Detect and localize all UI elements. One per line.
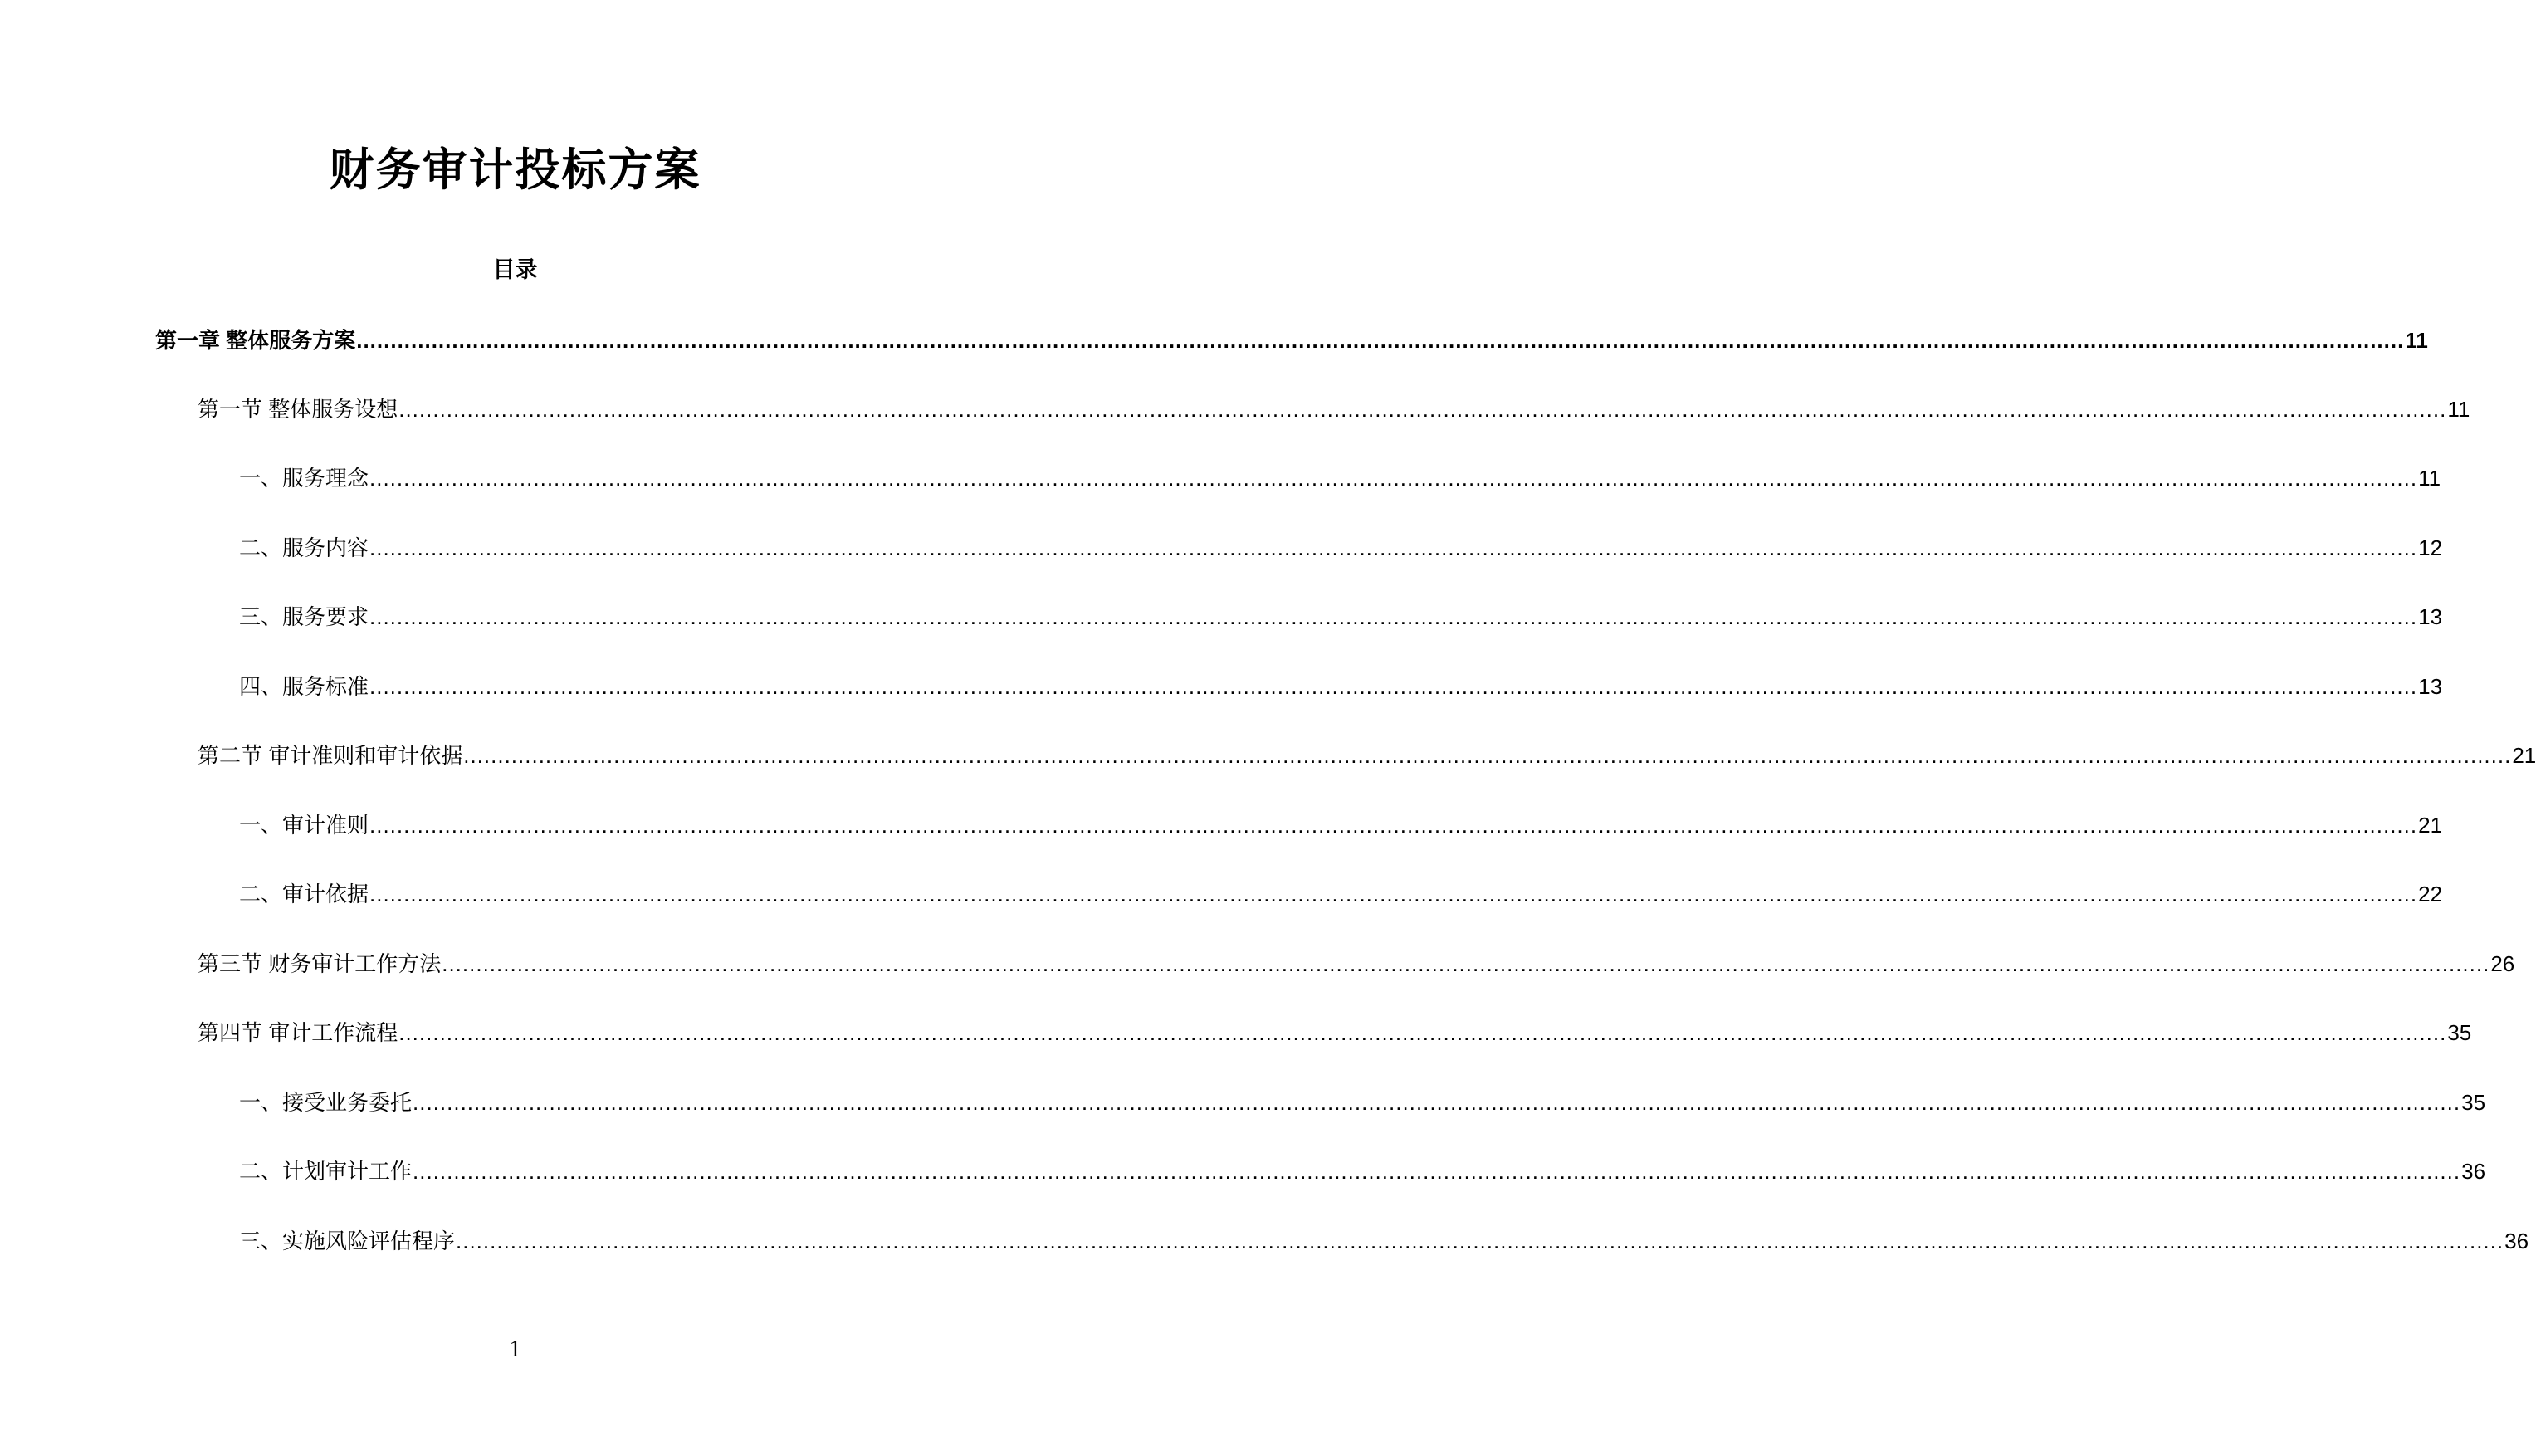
toc-entry-label: 第一节 整体服务设想: [198, 397, 398, 422]
toc-dot-leader: ............................................................................................................................................................................................................................................................................................................: [369, 813, 2418, 838]
toc-entry-label: 第四节 审计工作流程: [198, 1020, 398, 1045]
toc-entry[interactable]: [239, 1228, 2529, 1254]
toc-dot-leader: ............................................................................................................................................................................................................................................................................................................: [463, 743, 2512, 768]
toc-entry[interactable]: [239, 465, 2441, 491]
toc-entry[interactable]: [198, 950, 2515, 977]
toc-entry[interactable]: [198, 742, 2536, 769]
toc-entry-label: 一、审计准则: [239, 813, 369, 838]
page-number: 1: [509, 1336, 521, 1362]
toc-entry-label: 第三节 财务审计工作方法: [198, 951, 442, 976]
toc-dot-leader: ............................................................................................................................................................................................................................................................................................................: [456, 1229, 2504, 1253]
toc-dot-leader: ............................................................................................................................................................................................................................................................................................................: [369, 674, 2418, 699]
toc-dot-leader: ............................................................................................................................................................................................................................................................................................................: [356, 328, 2405, 353]
toc-entry-page: 22: [2418, 882, 2443, 906]
toc-entry[interactable]: [239, 603, 2443, 630]
toc-entry[interactable]: [239, 673, 2443, 700]
toc-entry-label: 二、审计依据: [239, 882, 369, 906]
toc-entry-label: 三、实施风险评估程序: [239, 1229, 456, 1253]
toc-entry[interactable]: [239, 881, 2443, 907]
toc-dot-leader: ............................................................................................................................................................................................................................................................................................................: [369, 466, 2418, 491]
toc-entry-label: 一、接受业务委托: [239, 1090, 413, 1115]
toc-dot-leader: ............................................................................................................................................................................................................................................................................................................: [398, 1020, 2447, 1045]
toc-entry-page: 13: [2418, 674, 2443, 699]
toc-entry-page: 11: [2447, 397, 2470, 422]
toc-entry[interactable]: [239, 1089, 2486, 1116]
toc-entry-page: 12: [2418, 535, 2443, 560]
toc-dot-leader: ............................................................................................................................................................................................................................................................................................................: [442, 951, 2490, 976]
toc-entry-page: 26: [2490, 951, 2515, 976]
toc-entry[interactable]: [198, 1019, 2472, 1046]
toc-heading: 目录: [492, 257, 538, 282]
toc-entry-page: 35: [2447, 1020, 2472, 1045]
toc-entry[interactable]: [239, 535, 2443, 561]
toc-entry-page: 35: [2461, 1090, 2486, 1115]
toc-entry[interactable]: [198, 396, 2470, 423]
page-title: 财务审计投标方案: [329, 145, 701, 195]
toc-entry-page: 13: [2418, 604, 2443, 629]
toc-dot-leader: ............................................................................................................................................................................................................................................................................................................: [398, 397, 2447, 422]
toc-entry[interactable]: [155, 327, 2428, 354]
toc-entry-label: 二、计划审计工作: [239, 1159, 413, 1184]
toc-dot-leader: ............................................................................................................................................................................................................................................................................................................: [369, 535, 2418, 560]
toc-entry-label: 二、服务内容: [239, 535, 369, 560]
toc-entry-page: 11: [2405, 328, 2428, 353]
toc-dot-leader: ............................................................................................................................................................................................................................................................................................................: [369, 604, 2418, 629]
toc-entry-page: 36: [2461, 1159, 2486, 1184]
toc-entry-label: 四、服务标准: [239, 674, 369, 699]
toc-entry[interactable]: [239, 812, 2443, 838]
toc-dot-leader: ............................................................................................................................................................................................................................................................................................................: [413, 1090, 2461, 1115]
toc-entry-page: 21: [2512, 743, 2536, 768]
toc-dot-leader: ............................................................................................................................................................................................................................................................................................................: [369, 882, 2418, 906]
toc-entry-page: 21: [2418, 813, 2443, 838]
toc-entry-label: 第二节 审计准则和审计依据: [198, 743, 463, 768]
toc-entry-page: 36: [2504, 1229, 2529, 1253]
toc-dot-leader: ............................................................................................................................................................................................................................................................................................................: [413, 1159, 2461, 1184]
toc-entry-page: 11: [2418, 466, 2441, 491]
toc-entry-label: 一、服务理念: [239, 466, 369, 491]
toc-entry-label: 三、服务要求: [239, 604, 369, 629]
toc-entry[interactable]: [239, 1158, 2486, 1185]
toc-entry-label: 第一章 整体服务方案: [155, 328, 356, 353]
